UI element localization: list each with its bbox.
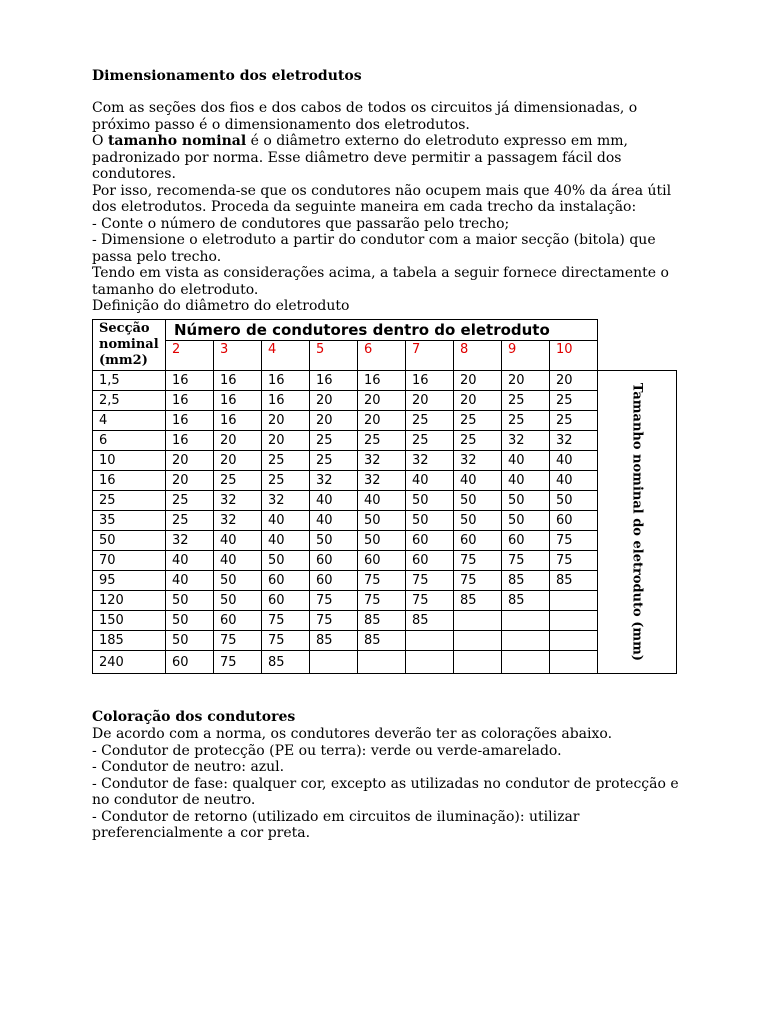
size-cell: 32: [454, 451, 502, 471]
size-cell: 85: [262, 651, 310, 674]
size-cell: [502, 651, 550, 674]
section-cell: 6: [93, 431, 166, 451]
size-cell: 16: [166, 431, 214, 451]
size-cell: 50: [166, 611, 214, 631]
section-cell: 70: [93, 551, 166, 571]
size-cell: 85: [502, 591, 550, 611]
size-cell: 60: [262, 591, 310, 611]
size-cell: 50: [550, 491, 598, 511]
size-cell: 25: [550, 411, 598, 431]
size-cell: 40: [454, 471, 502, 491]
size-cell: 50: [166, 631, 214, 651]
size-cell: 16: [214, 411, 262, 431]
size-cell: 25: [166, 491, 214, 511]
size-cell: 20: [454, 391, 502, 411]
table-row: [93, 571, 677, 591]
size-cell: 50: [454, 511, 502, 531]
section-heading: Coloração dos condutores: [92, 709, 296, 725]
size-cell: 40: [502, 451, 550, 471]
bold-term: tamanho nominal: [107, 133, 247, 149]
size-cell: 20: [502, 371, 550, 391]
section-cell: 4: [93, 411, 166, 431]
size-cell: 60: [262, 571, 310, 591]
size-cell: 50: [358, 511, 406, 531]
size-cell: 40: [502, 471, 550, 491]
table-row: [93, 411, 677, 431]
size-cell: 16: [214, 371, 262, 391]
size-cell: 25: [262, 471, 310, 491]
size-cell: 60: [406, 531, 454, 551]
size-cell: [502, 611, 550, 631]
size-cell: [454, 651, 502, 674]
size-cell: 40: [310, 511, 358, 531]
size-cell: [406, 631, 454, 651]
size-cell: 20: [214, 451, 262, 471]
size-cell: 40: [358, 491, 406, 511]
size-cell: 32: [166, 531, 214, 551]
conductor-count-6: 6: [358, 341, 406, 371]
size-cell: 75: [262, 631, 310, 651]
size-cell: 75: [358, 591, 406, 611]
intro-line-6: Tendo em vista as considerações acima, a tabela a seguir fornece directamente o tamanho do eletroduto.: [92, 265, 669, 298]
size-cell: 75: [454, 571, 502, 591]
size-cell: 20: [262, 411, 310, 431]
conductor-colors-section: [92, 709, 682, 842]
size-cell: [358, 651, 406, 674]
table-row: [93, 371, 677, 391]
size-cell: 60: [454, 531, 502, 551]
section-cell: 1,5: [93, 371, 166, 391]
table-row: [93, 551, 677, 571]
section-cell: 50: [93, 531, 166, 551]
size-cell: [310, 651, 358, 674]
size-cell: [406, 651, 454, 674]
size-cell: 20: [214, 431, 262, 451]
size-cell: 25: [406, 411, 454, 431]
size-cell: 60: [310, 551, 358, 571]
size-cell: 60: [310, 571, 358, 591]
intro-paragraph: [92, 100, 682, 315]
intro-line-4: - Conte o número de condutores que passarão pelo trecho;: [92, 215, 510, 232]
size-cell: 16: [166, 371, 214, 391]
table-row: [93, 491, 677, 511]
colors-line-4: - Condutor de fase: qualquer cor, excepto as utilizadas no condutor de protecção e no condutor de neutro.: [92, 775, 679, 808]
size-cell: 20: [310, 391, 358, 411]
size-cell: 75: [214, 631, 262, 651]
table-row: [93, 451, 677, 471]
conductor-count-10: 10: [550, 341, 598, 371]
size-cell: 50: [406, 511, 454, 531]
size-cell: 25: [454, 411, 502, 431]
empty-cell: [598, 320, 677, 341]
size-cell: 25: [166, 511, 214, 531]
table-row: [93, 431, 677, 451]
size-cell: 50: [166, 591, 214, 611]
size-cell: 32: [358, 471, 406, 491]
side-label: Tamanho nominal do eletroduto (mm): [629, 382, 645, 662]
size-cell: 20: [262, 431, 310, 451]
size-cell: [550, 611, 598, 631]
section-cell: 10: [93, 451, 166, 471]
size-cell: 16: [406, 371, 454, 391]
size-cell: 85: [454, 591, 502, 611]
table-row: [93, 651, 677, 674]
size-cell: 75: [262, 611, 310, 631]
size-cell: 40: [406, 471, 454, 491]
section-cell: 150: [93, 611, 166, 631]
size-cell: 20: [454, 371, 502, 391]
size-cell: 50: [502, 511, 550, 531]
intro-line-3: Por isso, recomenda-se que os condutores não ocupem mais que 40% da área útil dos eletrodutos. Proceda da seguinte maneira em cada trecho da instalação:: [92, 182, 672, 215]
size-cell: 75: [310, 591, 358, 611]
size-cell: 20: [358, 391, 406, 411]
section-cell: 185: [93, 631, 166, 651]
intro-line-5: - Dimensione o eletroduto a partir do condutor com a maior secção (bitola) que passa pelo trecho.: [92, 232, 656, 265]
table-row: [93, 531, 677, 551]
section-cell: 120: [93, 591, 166, 611]
size-cell: 85: [502, 571, 550, 591]
table-row: [93, 511, 677, 531]
conductor-count-8: 8: [454, 341, 502, 371]
size-cell: 75: [502, 551, 550, 571]
size-cell: 32: [214, 511, 262, 531]
size-cell: 32: [550, 431, 598, 451]
colors-line-3: - Condutor de neutro: azul.: [92, 759, 285, 775]
size-cell: 32: [310, 471, 358, 491]
size-cell: 50: [454, 491, 502, 511]
size-cell: 60: [358, 551, 406, 571]
size-cell: 60: [406, 551, 454, 571]
section-header-cell: Secção nominal (mm2): [93, 320, 166, 371]
size-cell: 75: [406, 571, 454, 591]
size-cell: 16: [214, 391, 262, 411]
intro-line-1: Com as seções dos fios e dos cabos de todos os circuitos já dimensionadas, o próximo passo é o dimensionamento dos eletrodutos.: [92, 100, 638, 133]
size-cell: 50: [502, 491, 550, 511]
size-cell: [502, 631, 550, 651]
table-row: [93, 591, 677, 611]
size-cell: 85: [310, 631, 358, 651]
size-cell: 20: [310, 411, 358, 431]
size-cell: 25: [502, 411, 550, 431]
text-span: O: [92, 133, 108, 149]
size-cell: 85: [358, 631, 406, 651]
size-cell: 60: [550, 511, 598, 531]
size-cell: 50: [310, 531, 358, 551]
size-cell: [454, 611, 502, 631]
size-cell: 75: [550, 531, 598, 551]
size-cell: 50: [214, 591, 262, 611]
size-cell: 75: [214, 651, 262, 674]
size-cell: 25: [214, 471, 262, 491]
size-cell: 16: [262, 391, 310, 411]
section-cell: 16: [93, 471, 166, 491]
intro-line-2: [92, 133, 682, 183]
size-cell: 25: [310, 431, 358, 451]
section-cell: 240: [93, 651, 166, 674]
size-cell: 75: [406, 591, 454, 611]
size-cell: 50: [214, 571, 262, 591]
size-cell: 75: [550, 551, 598, 571]
conductor-count-7: 7: [406, 341, 454, 371]
size-cell: 75: [358, 571, 406, 591]
conductor-count-3: 3: [214, 341, 262, 371]
size-cell: 32: [262, 491, 310, 511]
size-cell: 25: [550, 391, 598, 411]
page-title: Dimensionamento dos eletrodutos: [92, 68, 362, 84]
size-cell: 25: [262, 451, 310, 471]
size-cell: 25: [358, 431, 406, 451]
size-cell: 32: [358, 451, 406, 471]
size-cell: 50: [406, 491, 454, 511]
table-row: [93, 391, 677, 411]
size-cell: 75: [454, 551, 502, 571]
conductor-count-4: 4: [262, 341, 310, 371]
size-cell: 60: [166, 651, 214, 674]
size-cell: 40: [550, 471, 598, 491]
empty-cell: [598, 341, 677, 371]
size-cell: 25: [454, 431, 502, 451]
size-cell: 32: [502, 431, 550, 451]
side-label-cell: [598, 371, 677, 674]
section-cell: 25: [93, 491, 166, 511]
size-cell: 20: [550, 371, 598, 391]
size-cell: 85: [550, 571, 598, 591]
size-cell: 50: [262, 551, 310, 571]
size-cell: 40: [262, 531, 310, 551]
size-cell: 25: [406, 431, 454, 451]
size-cell: 40: [262, 511, 310, 531]
colors-line-1: De acordo com a norma, os condutores deverão ter as colorações abaixo.: [92, 726, 613, 742]
size-cell: [454, 631, 502, 651]
colors-line-2: - Condutor de protecção (PE ou terra): verde ou verde-amarelado.: [92, 742, 562, 759]
size-cell: [550, 591, 598, 611]
size-cell: 40: [166, 551, 214, 571]
size-cell: 16: [166, 411, 214, 431]
size-cell: 32: [406, 451, 454, 471]
table-row: [93, 631, 677, 651]
size-cell: 40: [214, 551, 262, 571]
conduit-size-table: [92, 319, 677, 674]
table-row: [93, 611, 677, 631]
size-cell: 32: [214, 491, 262, 511]
size-cell: 40: [166, 571, 214, 591]
size-cell: 50: [358, 531, 406, 551]
size-cell: 60: [214, 611, 262, 631]
size-cell: 25: [310, 451, 358, 471]
size-cell: 20: [358, 411, 406, 431]
size-cell: 85: [406, 611, 454, 631]
size-cell: 60: [502, 531, 550, 551]
colors-line-5: - Condutor de retorno (utilizado em circuitos de iluminação): utilizar preferencialmente a cor preta.: [92, 808, 580, 841]
conductor-count-5: 5: [310, 341, 358, 371]
size-cell: 75: [310, 611, 358, 631]
size-cell: 40: [214, 531, 262, 551]
conductor-count-2: 2: [166, 341, 214, 371]
text-span: é o diâmetro externo do eletroduto expresso em mm, padronizado por norma. Esse diâmetro deve permitir a passagem fácil dos condutores.: [92, 133, 628, 182]
section-cell: 35: [93, 511, 166, 531]
size-cell: 85: [358, 611, 406, 631]
size-cell: 20: [166, 451, 214, 471]
section-cell: 95: [93, 571, 166, 591]
size-cell: 16: [358, 371, 406, 391]
size-cell: 20: [166, 471, 214, 491]
document-body: [92, 68, 682, 315]
size-cell: [550, 631, 598, 651]
size-cell: 16: [166, 391, 214, 411]
conductor-count-9: 9: [502, 341, 550, 371]
size-cell: 40: [550, 451, 598, 471]
conductor-count-header: Número de condutores dentro do eletroduto: [166, 320, 598, 341]
size-cell: 25: [502, 391, 550, 411]
table-row: [93, 471, 677, 491]
size-cell: 40: [310, 491, 358, 511]
size-cell: 20: [406, 391, 454, 411]
size-cell: 16: [262, 371, 310, 391]
size-cell: [550, 651, 598, 674]
section-cell: 2,5: [93, 391, 166, 411]
size-cell: 16: [310, 371, 358, 391]
intro-line-7: Definição do diâmetro do eletroduto: [92, 298, 350, 314]
